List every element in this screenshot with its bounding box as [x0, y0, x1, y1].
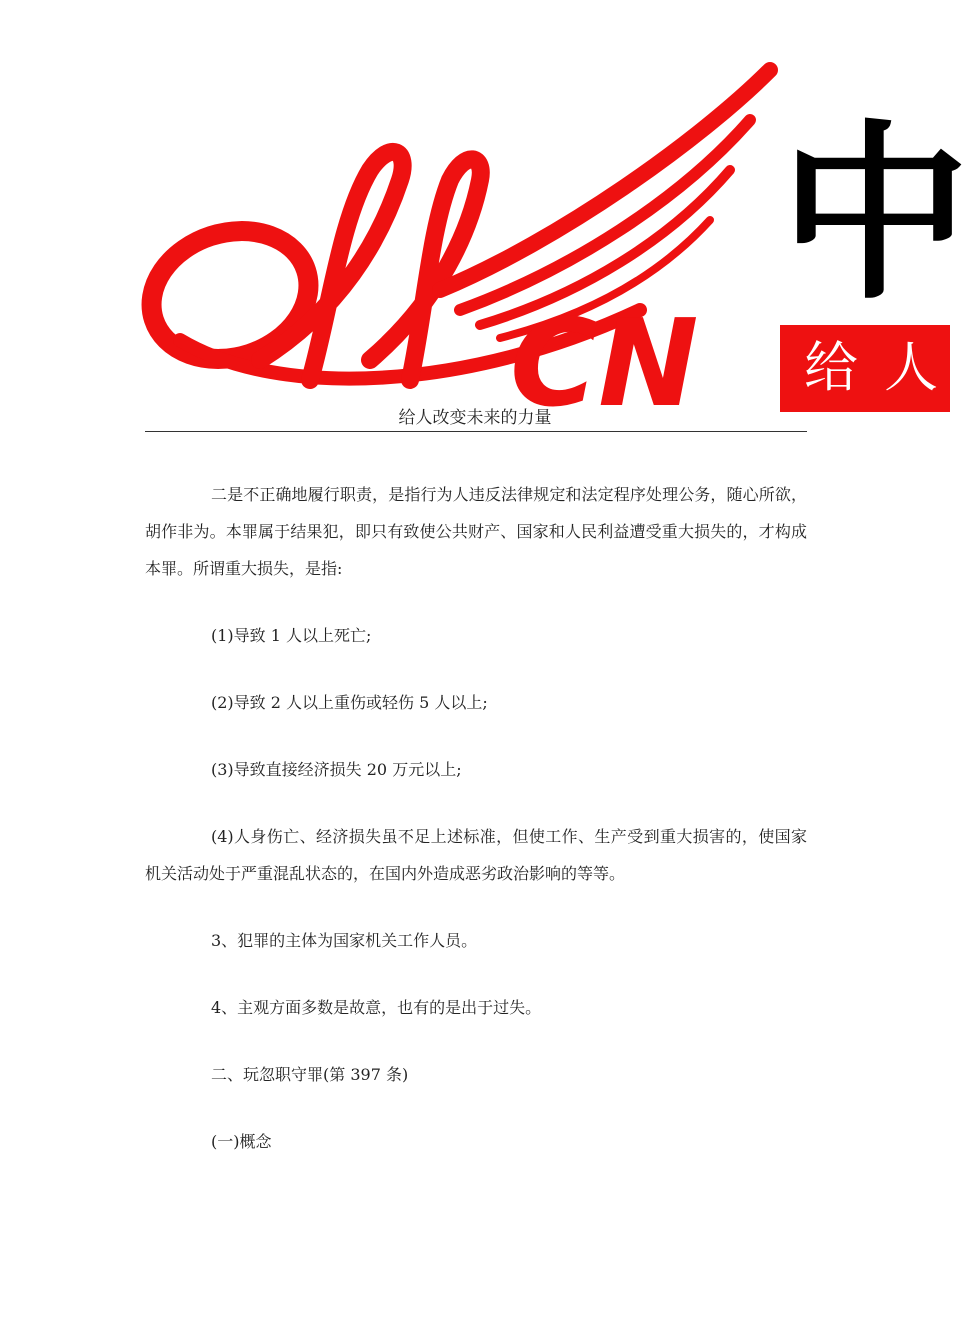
subsection-heading: (一)概念 — [211, 1132, 272, 1151]
header-tagline: 给人改变未来的力量 — [398, 408, 552, 428]
document-body — [145, 476, 807, 1190]
paragraph: (1)导致 1 人以上死亡; — [211, 626, 372, 645]
paragraph: 3、犯罪的主体为国家机关工作人员。 — [211, 931, 478, 950]
paragraph: (4)人身伤亡、经济损失虽不足上述标准，但使工作、生产受到重大损害的，使国家机关活动处于严重混乱状态的，在国内外造成恶劣政治影响的等等。 — [145, 827, 807, 883]
brand-logo — [140, 60, 970, 434]
paragraph: 二是不正确地履行职责，是指行为人违反法律规定和法定程序处理公务，随心所欲，胡作非为。本罪属于结果犯，即只有致使公共财产、国家和人民利益遭受重大损失的，才构成本罪。所谓重大损失，是指: — [145, 485, 807, 578]
paragraph: 4、主观方面多数是故意，也有的是出于过失。 — [211, 998, 542, 1017]
logo-text-cn: CN — [510, 295, 699, 434]
header-divider — [145, 431, 807, 432]
brand-char: 中 — [780, 104, 970, 325]
section-heading: 二、玩忽职守罪(第 397 条) — [211, 1065, 409, 1084]
offcn-logo-icon — [140, 60, 780, 434]
slogan-bar — [780, 325, 964, 412]
slogan-fragment: 给人 — [804, 336, 964, 399]
paragraph: (3)导致直接经济损失 20 万元以上; — [211, 760, 462, 779]
paragraph: (2)导致 2 人以上重伤或轻伤 5 人以上; — [211, 693, 488, 712]
